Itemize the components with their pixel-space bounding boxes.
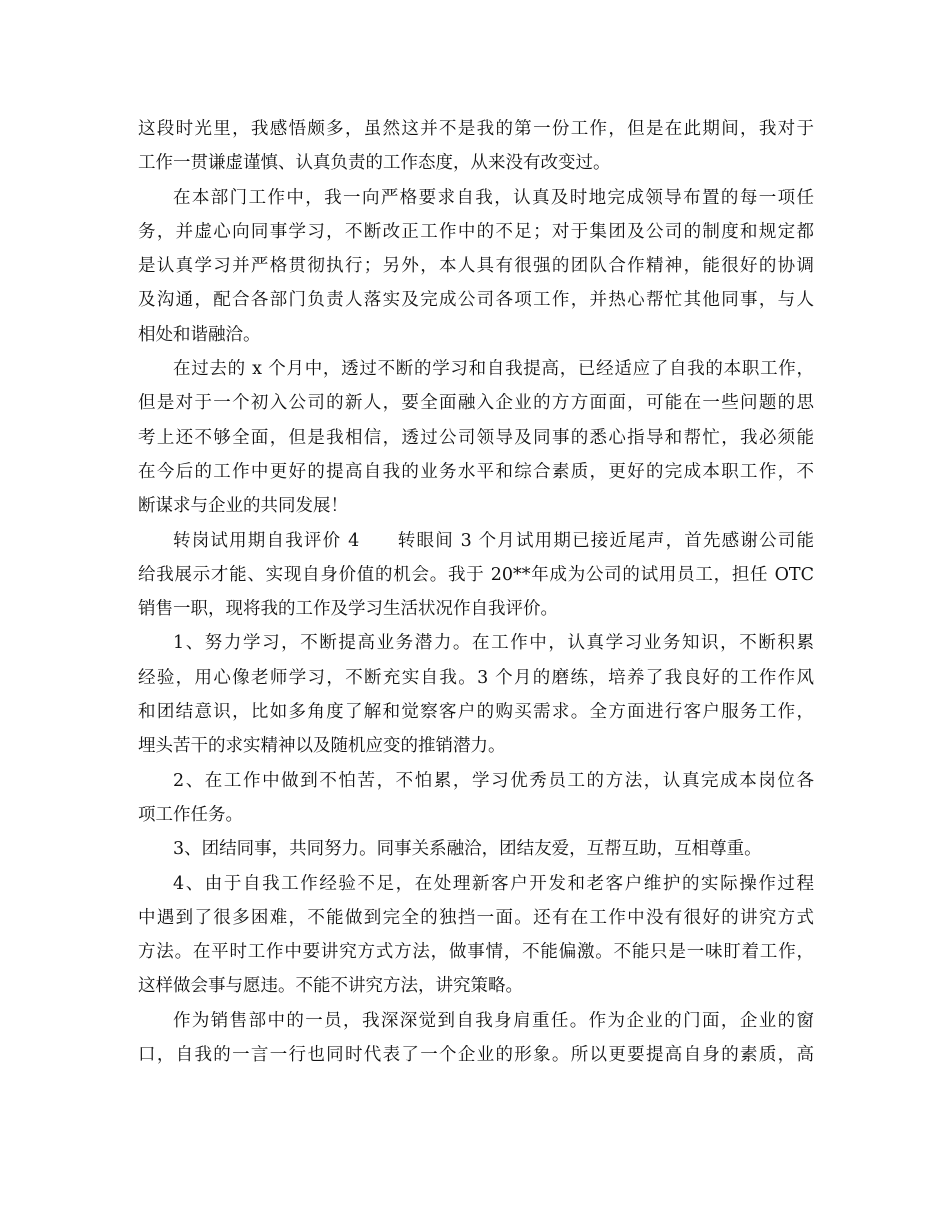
text-line: 这样做会事与愿违。不能不讲究方法，讲究策略。 — [138, 976, 523, 997]
text-line: 埋头苦干的求实精神以及随机应变的推销潜力。 — [138, 736, 506, 757]
text-line: 销售一职，现将我的工作及学习生活状况作自我评价。 — [138, 599, 558, 620]
text-line: 及沟通，配合各部门负责人落实及完成公司各项工作，并热心帮忙其他同事，与人 — [138, 290, 814, 311]
text-line: 作为销售部中的一员，我深深觉到自我身肩重任。作为企业的门面，企业的窗 — [173, 1010, 814, 1031]
text-line: 是认真学习并严格贯彻执行；另外，本人具有很强的团队合作精神，能很好的协调 — [138, 256, 814, 277]
text-line: 在本部门工作中，我一向严格要求自我，认真及时地完成领导布置的每一项任 — [173, 187, 814, 208]
text-line: 方法。在平时工作中要讲究方式方法，做事情，不能偏激。不能只是一味盯着工作， — [138, 942, 814, 963]
text-line: 务，并虚心向同事学习，不断改正工作中的不足；对于集团及公司的制度和规定都 — [138, 221, 814, 242]
text-line: 中遇到了很多困难，不能做到完全的独挡一面。还有在工作中没有很好的讲究方式 — [138, 907, 814, 928]
text-line: 口，自我的一言一行也同时代表了一个企业的形象。所以更要提高自身的素质，高 — [138, 1045, 814, 1066]
text-line: 给我展示才能、实现自身价值的机会。我于 20**年成为公司的试用员工，担任 OTC — [138, 564, 814, 585]
text-line: 3、团结同事，共同努力。同事关系融洽，团结友爱，互帮互助，互相尊重。 — [173, 839, 762, 860]
text-line: 但是对于一个初入公司的新人，要全面融入企业的方方面面，可能在一些问题的思 — [138, 393, 814, 414]
text-line: 经验，用心像老师学习，不断充实自我。3 个月的磨练，培养了我良好的工作作风 — [138, 667, 814, 688]
text-line: 和团结意识，比如多角度了解和觉察客户的购买需求。全方面进行客户服务工作， — [138, 702, 814, 723]
text-line: 工作一贯谦虚谨慎、认真负责的工作态度，从来没有改变过。 — [138, 153, 611, 174]
text-line: 断谋求与企业的共同发展！ — [138, 496, 348, 517]
text-line: 2、在工作中做到不怕苦，不怕累，学习优秀员工的方法，认真完成本岗位各 — [173, 770, 814, 791]
text-line: 转岗试用期自我评价 4 转眼间 3 个月试用期已接近尾声，首先感谢公司能 — [173, 530, 814, 551]
text-line: 在过去的 x 个月中，透过不断的学习和自我提高，已经适应了自我的本职工作， — [173, 359, 814, 380]
text-line: 4、由于自我工作经验不足，在处理新客户开发和老客户维护的实际操作过程 — [173, 873, 814, 894]
document-body — [138, 112, 814, 1072]
text-line: 1、努力学习，不断提高业务潜力。在工作中，认真学习业务知识，不断积累 — [173, 633, 814, 654]
text-line: 考上还不够全面，但是我相信，透过公司领导及同事的悉心指导和帮忙，我必须能 — [138, 427, 814, 448]
text-line: 在今后的工作中更好的提高自我的业务水平和综合素质，更好的完成本职工作，不 — [138, 461, 814, 482]
text-line: 相处和谐融洽。 — [138, 324, 261, 345]
text-line: 这段时光里，我感悟颇多，虽然这并不是我的第一份工作，但是在此期间，我对于 — [138, 119, 814, 139]
text-line: 项工作任务。 — [138, 804, 243, 825]
